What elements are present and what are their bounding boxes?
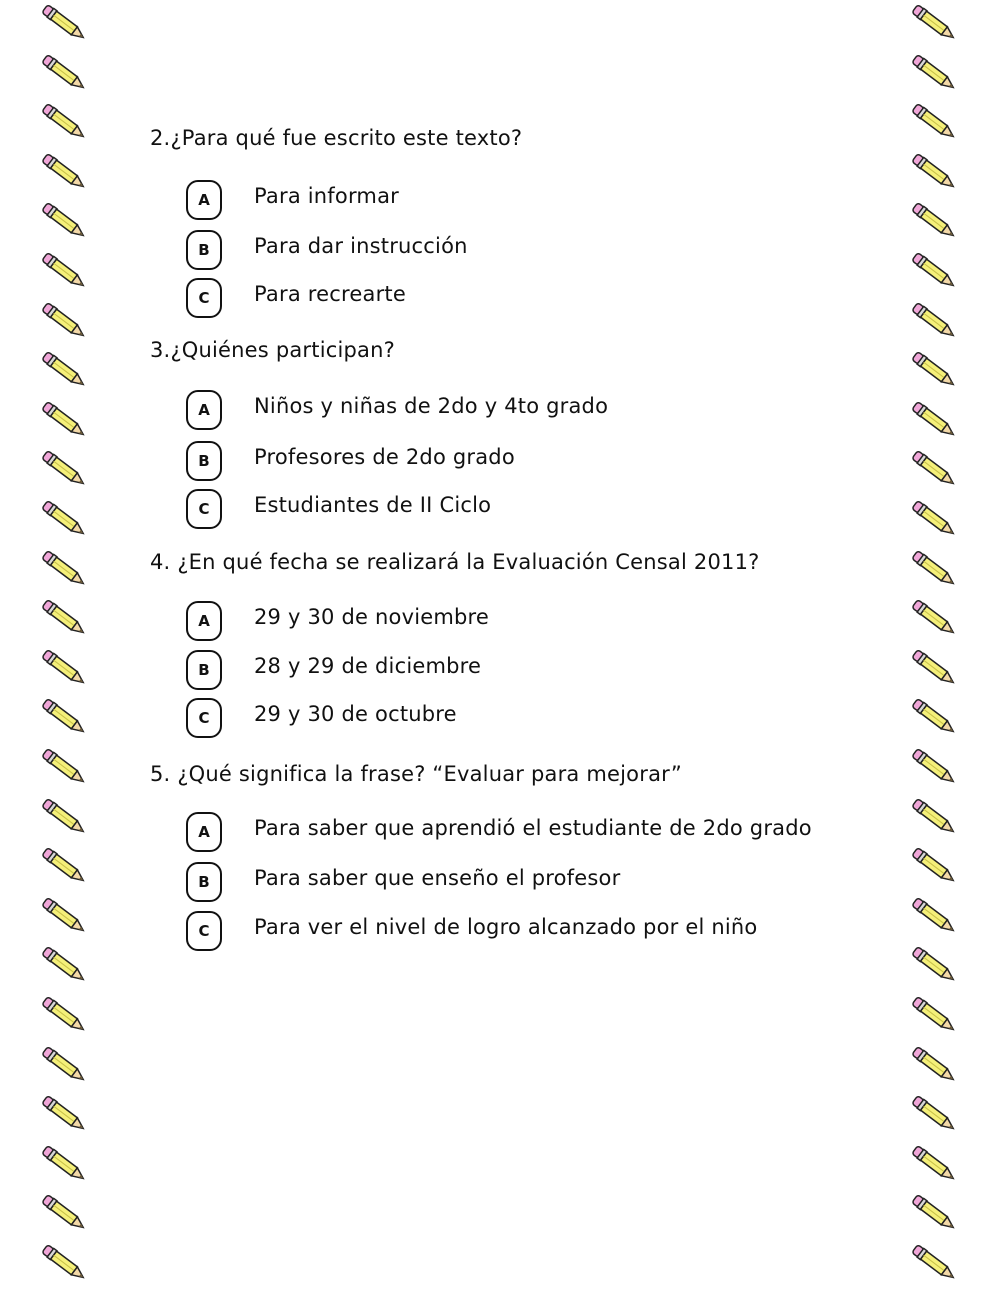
pencil-icon [38, 694, 90, 740]
pencil-icon [38, 298, 90, 344]
option-2b[interactable] [186, 230, 866, 274]
pencil-icon [38, 893, 90, 939]
option-text: Para dar instrucción [254, 234, 468, 258]
pencil-icon [38, 992, 90, 1038]
question-2 [150, 126, 522, 150]
pencil-icon [38, 1091, 90, 1137]
option-text: Para saber que enseño el profesor [254, 866, 621, 890]
answer-bubble-b[interactable]: B [186, 441, 222, 481]
pencil-icon [38, 843, 90, 889]
pencil-icon [38, 397, 90, 443]
pencil-icon [38, 595, 90, 641]
pencil-icon [908, 496, 960, 542]
pencil-icon [38, 645, 90, 691]
pencil-icon [38, 794, 90, 840]
option-text: 29 y 30 de octubre [254, 702, 457, 726]
option-4a[interactable] [186, 601, 866, 645]
pencil-icon [908, 694, 960, 740]
option-text: 28 y 29 de diciembre [254, 654, 482, 678]
pencil-icon [908, 248, 960, 294]
option-text: Profesores de 2do grado [254, 445, 515, 469]
pencil-icon [908, 645, 960, 691]
pencil-icon [908, 0, 960, 46]
pencil-icon [908, 347, 960, 393]
question-4 [150, 550, 759, 574]
answer-bubble-b[interactable]: B [186, 650, 222, 690]
pencil-icon [908, 1190, 960, 1236]
pencil-icon [38, 496, 90, 542]
answer-bubble-a[interactable]: A [186, 812, 222, 852]
option-text: Para ver el nivel de logro alcanzado por el niño [254, 915, 758, 939]
pencil-icon [38, 1190, 90, 1236]
pencil-icon [908, 546, 960, 592]
question-5 [150, 762, 682, 786]
question-text: ¿Qué significa la frase? “Evaluar para mejorar” [177, 762, 682, 786]
pencil-icon [908, 595, 960, 641]
pencil-icon [908, 1141, 960, 1187]
pencil-icon [38, 347, 90, 393]
pencil-icon [38, 248, 90, 294]
question-number: 5. [150, 762, 171, 786]
option-4c[interactable] [186, 698, 866, 742]
pencil-icon [908, 446, 960, 492]
answer-bubble-c[interactable]: C [186, 489, 222, 529]
pencil-icon [908, 744, 960, 790]
pencil-icon [908, 942, 960, 988]
pencil-icon [908, 843, 960, 889]
option-2a[interactable] [186, 180, 866, 224]
question-text: ¿Para qué fue escrito este texto? [170, 126, 523, 150]
pencil-icon [38, 1240, 90, 1286]
answer-bubble-b[interactable]: B [186, 230, 222, 270]
pencil-icon [38, 99, 90, 145]
question-3 [150, 338, 395, 362]
pencil-icon [908, 198, 960, 244]
pencil-border-left [38, 0, 98, 1291]
pencil-icon [38, 0, 90, 46]
pencil-icon [38, 446, 90, 492]
option-text: 29 y 30 de noviembre [254, 605, 490, 629]
option-text: Estudiantes de II Ciclo [254, 493, 492, 517]
pencil-icon [38, 942, 90, 988]
pencil-icon [908, 893, 960, 939]
pencil-icon [908, 1240, 960, 1286]
pencil-icon [908, 794, 960, 840]
pencil-icon [38, 149, 90, 195]
answer-bubble-a[interactable]: A [186, 390, 222, 430]
pencil-border-right [908, 0, 968, 1291]
pencil-icon [38, 198, 90, 244]
option-5b[interactable] [186, 862, 866, 906]
question-text: ¿En qué fecha se realizará la Evaluación Censal 2011? [177, 550, 760, 574]
option-text: Para informar [254, 184, 399, 208]
pencil-icon [38, 744, 90, 790]
option-4b[interactable] [186, 650, 866, 694]
option-3a[interactable] [186, 390, 866, 434]
pencil-icon [908, 149, 960, 195]
pencil-icon [908, 397, 960, 443]
question-number: 3. [150, 338, 171, 362]
answer-bubble-a[interactable]: A [186, 180, 222, 220]
pencil-icon [38, 50, 90, 96]
answer-bubble-a[interactable]: A [186, 601, 222, 641]
option-3c[interactable] [186, 489, 866, 533]
option-5a[interactable] [186, 812, 866, 856]
answer-bubble-c[interactable]: C [186, 278, 222, 318]
option-text: Niños y niñas de 2do y 4to grado [254, 394, 609, 418]
pencil-icon [908, 1042, 960, 1088]
option-5c[interactable] [186, 911, 866, 955]
question-number: 2. [150, 126, 171, 150]
pencil-icon [38, 1141, 90, 1187]
pencil-icon [908, 1091, 960, 1137]
pencil-icon [38, 546, 90, 592]
pencil-icon [908, 50, 960, 96]
answer-bubble-c[interactable]: C [186, 911, 222, 951]
answer-bubble-c[interactable]: C [186, 698, 222, 738]
question-number: 4. [150, 550, 171, 574]
option-text: Para saber que aprendió el estudiante de 2do grado [254, 816, 812, 840]
option-text: Para recrearte [254, 282, 406, 306]
option-2c[interactable] [186, 278, 866, 322]
pencil-icon [908, 298, 960, 344]
answer-bubble-b[interactable]: B [186, 862, 222, 902]
pencil-icon [908, 99, 960, 145]
pencil-icon [908, 992, 960, 1038]
option-3b[interactable] [186, 441, 866, 485]
pencil-icon [38, 1042, 90, 1088]
question-text: ¿Quiénes participan? [170, 338, 395, 362]
